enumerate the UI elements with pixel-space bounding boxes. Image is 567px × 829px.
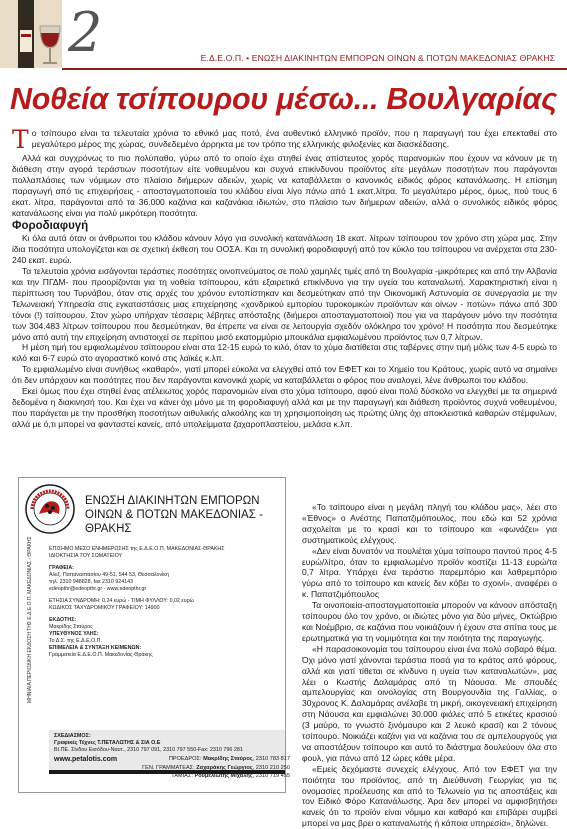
paragraph: Το εμφιαλωμένο είναι συνήθως «καθαρό», γιατί μπορεί εύκολα να ελεγχθεί από τον ΕΦΕΤ και το Χημείο του Κράτους, χωρίς αυτό να σημαίνει ότι δεν υπάρχουν και ποσότητες που δεν παράγονται κανονικά χωρίς να καταβάλλεται ο φόρος που αναλογεί, λένε άνθρωποι του κλάδου. (12, 364, 557, 386)
paragraph: Τα τελευταία χρόνια εισάγονται τεράστιες ποσότητες οινοπνεύματος σε πολύ χαμηλές τιμές από τη Βουλγαρία -μικρότερες και από την Αλβανία και την ΠΓΔΜ- που προορίζονται για τη νοθεία τσίπουρου, κάτι εξαιρετικά επικίνδυνο για την υγεία του καταναλωτή. Χαρακτηριστική είναι η περίπτωση του Τυρνάβου, όταν στις αρχές του χρόνου εντοπίστηκαν και δεσμεύτηκαν από την Οικονομική Αστυνομία σε συνεργασία με την Τελωνειακή Υπηρεσία στις εγκαταστάσεις μιας επιχείρησης «χονδρικού εμπορίου τυροκομικών προϊόντων και οίνων - ποτών» πάνω από 300 τόνοι (!) τσίπουρου. Στον χώρο υπήρχαν τέσσερις λέβητες απόσταξης (διήμεροι αποσταγματοποιοί) που για να παράγουν μόνο την ποσότητα των 304.483 λίτρων τσίπουρου που δεσμεύτηκαν, θα έπρεπε να είναι σε λειτουργία σχεδόν ολόκληρο τον χρόνο! Η ποσότητα που δεσμεύτηκε μόνο από αυτή την επιχείρηση αντιστοιχεί σε περίπου μισό εκατομμύριο μπουκάλια εμφιαλωμένου προϊόντος των 0,7 λίτρων. (12, 266, 557, 342)
design-label: ΣΧΕΔΙΑΣΜΟΣ: (54, 733, 91, 739)
contact-row: ΠΡΟΕΔΡΟΣ: Μακρίδης Σταύρος, 2310 783 817 (168, 756, 290, 762)
subscription: ΕΤΗΣΙΑ ΣΥΝΔΡΟΜΗ: 0,24 ευρώ - ΤΙΜΗ ΦΥΛΛΟΥ: 0,02 ευρώ (49, 598, 194, 604)
publication-info-box (18, 477, 286, 793)
offices-label: ΓΡΑΦΕΙΑ: (49, 565, 74, 571)
design-address: ΒΙ.ΠΕ. Σίνδου Εισόδου-Ναυτ., 2310 797 091, 2310 797 550-Fax: 2310 796 281 (54, 747, 243, 753)
email-web: edeopthr@edeopthr.gr - www.edeopthr.gr (49, 586, 147, 592)
section-heading: Φοροδιαφυγή (12, 220, 89, 233)
newsletter-line: ΕΠΙΣΗΜΟ ΜΕΣΟ ΕΝΗΜΕΡΩΣΗΣ της Ε.Δ.Ε.Ο.Π. ΜΑΚΕΔΟΝΙΑΣ-ΘΡΑΚΗΣ (49, 546, 225, 552)
paragraph: «Δεν είναι δυνατόν να πουλιέται χύμα τσίπουρο παντού προς 4-5 ευρώ/λίτρο, όταν το εμφιαλωμένο προϊόν κοστίζει 11-13 ευρώ/τα 0,7 λίτρα. Υπάρχει ένα τεράστιο παρεμπόριο και λαθρεμπόριο γύρω από το τσίπουρο και κανείς δεν κόβει το σχοινί», αναφέρει ο κ. Παπατζιμόπουλος (302, 545, 557, 600)
imprint-details (49, 546, 279, 664)
org-name: ΕΝΩΣΗ ΔΙΑΚΙΝΗΤΩΝ ΕΜΠΟΡΩΝ ΟΙΝΩΝ & ΠΟΤΩΝ ΜΑΚΕΔΟΝΙΑΣ - ΘΡΑΚΗΣ (85, 495, 263, 535)
association-header-line: Ε.Δ.Ε.Ο.Π. • ΕΝΩΣΗ ΔΙΑΚΙΝΗΤΩΝ ΕΜΠΟΡΩΝ ΟΙΝΩΝ & ΠΟΤΩΝ ΜΑΚΕΔΟΝΙΑΣ ΘΡΑΚΗΣ (200, 53, 555, 63)
editing-name: Γραμματεία Ε.Δ.Ε.Ο.Π. Μακεδονίας-Θράκης (49, 652, 153, 658)
header-divider (62, 68, 567, 70)
design-url: www.petalotis.com (54, 756, 118, 763)
manager-label: ΥΠΕΥΘΥΝΟΣ ΥΛΗΣ: (49, 631, 99, 637)
wine-bottle-glass-icon (0, 0, 62, 68)
address: Αλεξ. Παπαναστασίου 49-51, 544 53, Θεσσαλονίκη (49, 572, 169, 578)
contact-row: ΤΑΜΙΑΣ: Ρουμελιώτης Μιχάλης, 2310 719 455 (171, 773, 290, 779)
manager-name: Το Δ.Σ. της Ε.Δ.Ε.Ο.Π. (49, 638, 102, 644)
board-contacts (100, 755, 290, 781)
design-name: Γραφικές Τέχνες Τ.ΠΕΤΑΛΩΤΗΣ & ΣΙΑ Ο.Ε (54, 740, 161, 746)
paragraph: «Εμείς δεχόμαστε συνεχείς ελέγχους. Από τον ΕΦΕΤ για την ποιότητα του προϊόντος, από τη Διεύθυνση Γεωργίας για τις ονομασίες προέλευσης και από το Τελωνείο για τις αποστάξεις και τον Ειδικό Φόρο Κατανάλωσης. Άρα δεν μπορεί να αμφισβητήσει κανείς ότι το προϊόν είναι νόμιμο και καθαρό και επιβάρει συμβεί μπορεί να μας βρει ο καταναλωτής ή κάποια υπηρεσία», δηλώνει. (302, 763, 557, 829)
paragraph: Κι όλα αυτά όταν οι άνθρωποι του κλάδου κάνουν λόγο για συνολική κατανάλωση 18 εκατ. λίτρων τσίπουρου τον χρόνο στη χώρα μας. Στην ίδια ποσότητα υπολογίζεται και σε σχετική έκθεση του ΟΟΣΑ. Και τη συνολική φοροδιαφυγή από τον κύκλο του τσίπουρου να ανέρχεται στα 230-240 εκατ. ευρώ. (12, 233, 557, 266)
paragraph: Η μέση τιμή του εμφιαλωμένου τσίπουρου είναι στα 12-15 ευρώ το κιλό, όταν το χύμα διατίθεται στις ταβέρνες στην τιμή μόλις των 4-5 ευρώ το κιλό και 6-7 ευρώ στο αγοραστικό κοινό στις λαϊκές κ.λπ. (12, 342, 557, 364)
publisher-name: Μακρίδης Σταύρος (49, 624, 93, 630)
article-lead (12, 125, 557, 154)
page-header (0, 0, 567, 82)
article-right-column (302, 502, 557, 829)
org-banner (19, 478, 285, 542)
paragraph: «Το τσίπουρο είναι η μεγάλη πληγή του κλάδου μας», λέει στο «Έθνος» ο Ανέστης Παπατζιμόπουλος, που εδώ και 52 χρόνια ασχολείται με το κρασί και το τσίπουρο και «φωνάζει» για συστηματικούς ελέγχους. (302, 502, 557, 545)
paragraph: Εκεί όμως που έχει στηθεί ένας ατέλειωτος χορός παρανομιών είναι στο χύμα τσίπουρο, αφού είναι πολύ δύσκολο να ελεγχθεί με τα σημερινά δεδομένα η διακινησή του. Και έχει να κάνει όχι μόνο με τη φοροδιαφυγή αλλά και με την παραγωγή και διάθεση προϊόντος συχνά νοθευμένου, που παράγεται με την προσθήκη ποσοτήτων αιθυλικής αλκοόλης και τη χρησιμοποίηση ως πρώτης ύλης όχι αποκλειστικά καθαρών στέμφυλων, αλλά με ό,τι μπορεί να φανταστεί κανείς, από υπολείμματα ζαχαροπλαστείου, μελάσα κ.λπ. (12, 386, 557, 429)
paragraph: «Η παρασοικονομία του τσίπουρου είναι ένα πολύ σοβαρό θέμα. Όχι μόνο γιατί χάνονται τεράστια ποσά για το κράτος από φόρους, αλλά και γιατί τίθεται σε κίνδυνο η υγεία των καταναλωτών», μας λέει ο Κωστής Δαλαμάρας από τη Νάουσα. Με σπουδές αμπελουργίας και οινολογίας στη Βουργουνδία της Γαλλίας, ο 30χρονος Κ. Δαλαμάρας ανέλαβε τη μικρή, οικογενειακή επιχείρηση στη Νάουσα και εμφιαλώνει 30.000 φιάλες από 5 ετικέτες κρασιού (3 μαύρο, το γνωστό ξινόμαυρο και 2 λευκό κρασί) και 2 τόνους τσίπουρο. Νοικιάζει καζάνι για να καζάνια του σε αμπελουργούς για να αποστάξουν τσίπουρο και αυτό το διάστημα δουλεύουν όλα στο φουλ, για πάνω από 12 ώρες κάθε μέρα. (302, 643, 557, 763)
drop-cap: Τ (12, 125, 29, 154)
article-title: Νοθεία τσίπουρου μέσω... Βουλγαρίας (10, 82, 557, 116)
lead-text: ο τσίπουρο είναι τα τελευταία χρόνια το εθνικό μας ποτό, ένα αυθεντικό ελληνικό προϊόν, που η παραγωγή του έχει επεκταθεί στο μεγαλύτερο μέρος της χώρας, συνδεδεμένο άρρηκτα με τον τρόπο της ελληνικής φιλοξενίες και διασκέδασης. (31, 128, 557, 150)
paragraph: Αλλά και συγχρόνως το πιο πολύπαθο, γύρω από το οποίο έχει στηθεί ένας απίστευτος χορός παρανομιών που έχουν να κάνουν με τη διάθεση στην αγορά τεράστιων ποσοτήτων είτε νοθευμένου και συχνά επικίνδυνου προϊόντος είτε μεγάλων ποσοτήτων που παράγονται πολλαπλάσιες των νόμιμων στο πλαίσιο διήμερων αδειών, χωρίς να καταβάλλεται ο κανονικός ειδικός φόρος κατανάλωσης. Η επίσημη παραγωγή από τις επιχειρήσεις - αποσταγματοποιεία του κλάδου είναι λίγο πάνω από 1 εκατ.λίτρα. Το μεγαλύτερο μέρος, όμως, πού τους 6 εκατ. λίτρα, παράγονται από τα 36.000 καζάνια και καζανάκια ιδιωτών, στο πλαίσιο των διήμερων αδειών, αλλά ο συνολικός ειδικός φόρος κατανάλωσης είναι για πολύ μικρότερη ποσότητα. (12, 153, 557, 218)
paragraph: Τα οινοποιεία-αποσταγματοποιεία μπορούν να κάνουν απόσταξη τσίπουρου όλο τον χρόνο, οι ιδιώτες μόνο για δύο μήνες, Οκτώβριο και Νοέμβριο, σε καζάνια που νοικιάζουν ή έχουν στα σπίτια τους με ερωτηματικά για τη νομιμότητα και την ποιότητα της παραγωγής. (302, 600, 557, 643)
association-logo (25, 484, 75, 534)
page-number: 2 (68, 1, 103, 64)
article-body (12, 153, 557, 430)
postal-code: ΚΩΔΙΚΟΣ ΤΑΧΥΔΡΟΜΙΚΟΥ ΓΡΑΦΕΙΟΥ: 14900 (49, 605, 160, 611)
publisher-label: ΕΚΔΟΤΗΣ: (49, 617, 77, 623)
phone: τηλ. 2310 948828, fax 2310 924143 (49, 579, 133, 585)
ownership-line: ΙΔΙΟΚΤΗΣΙΑ ΤΟΥ ΣΩΜΑΤΕΙΟΥ (49, 553, 123, 559)
vertical-caption: ΜΗΝΙΑΙΑ ΠΕΡΙΟΔΙΚΗ ΕΚΔΟΣΗ ΤΗΣ Ε.Δ.Ε.Ο.Π. ΜΑΚΕΔΟΝΙΑΣ - ΘΡΑΚΗΣ (27, 536, 33, 703)
contact-row: ΓΕΝ. ΓΡΑΜΜΑΤΕΑΣ: Ζαχαράκης Γεώργιος, 2310 210 250 (142, 764, 290, 771)
editing-label: ΕΠΙΜΕΛΕΙΑ & ΣΥΝΤΑΞΗ ΚΕΙΜΕΝΩΝ: (49, 645, 142, 651)
